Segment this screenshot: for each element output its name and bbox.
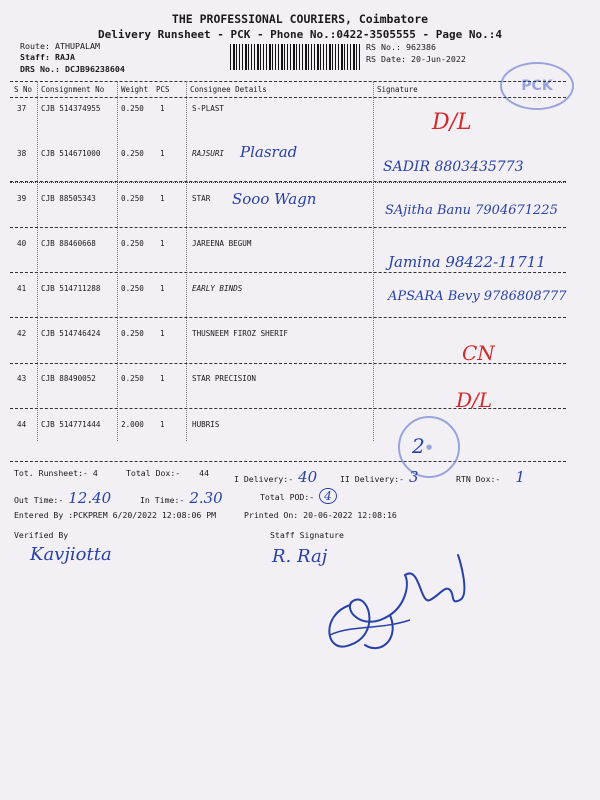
row-consignee: S-PLAST [192,104,225,113]
rtn-dox-label: RTN Dox:- [456,474,501,484]
ii-delivery-label: II Delivery:- [340,474,405,484]
row-divider [10,408,566,409]
col-header-consignee: Consignee Details [190,85,267,94]
in-time-label: In Time:- [140,495,185,505]
i-delivery-value: 40 [298,468,318,486]
row-sno: 37 [17,104,27,113]
col-header-weight: Weight [121,85,149,94]
row-weight: 0.250 [121,284,144,293]
out-time [14,489,111,507]
row-pcs: 1 [160,104,165,113]
row-signature: Jamina 98422-11711 [388,253,546,271]
row-pcs: 1 [160,149,165,158]
row-weight: 2.000 [121,420,144,429]
rs-no-value: 962386 [405,42,436,52]
row-signature: CN [462,341,495,365]
total-dox-label: Total Dox:- [126,468,181,478]
total-dox [126,468,209,478]
total-runsheet-value: 4 [92,468,98,478]
row-signature: SAjitha Banu 7904671225 [385,203,558,218]
row-divider [10,182,566,183]
row-consignee: THUSNEEM FIROZ SHERIF [192,329,289,338]
verified-by-label: Verified By [14,530,69,540]
out-time-value: 12.40 [68,489,112,507]
row-weight: 0.250 [121,194,144,203]
row-consignee: RAJSURI [192,149,225,158]
row-consignee: HUBRIS [192,420,220,429]
rs-date-label: RS Date: [366,54,406,64]
staff-signature-label: Staff Signature [270,530,344,540]
table-row [0,190,600,240]
row-pcs: 1 [160,239,165,248]
row-divider [10,317,566,318]
route-value: ATHUPALAM [54,41,100,51]
row-consignee: JAREENA BEGUM [192,239,252,248]
drs-label: DRS No.: [20,64,60,74]
i-delivery [234,468,317,486]
row-divider [10,272,566,273]
company-title: THE PROFESSIONAL COURIERS, Coimbatore [171,12,429,26]
row-pcs: 1 [160,194,165,203]
row-sno: 40 [17,239,27,248]
drs-line [20,64,125,74]
drs-value: DCJB96238604 [64,64,125,74]
row-consignment: CJB 514671000 [41,149,101,158]
staff-value: RAJA [54,52,75,62]
staff-label: Staff: [20,52,50,62]
rs-no-line [366,42,436,52]
row-weight: 0.250 [121,329,144,338]
company-round-stamp: ● [398,416,460,478]
table-row [0,284,600,330]
row-signature: D/L [432,110,472,135]
col-header-signature: Signature [377,85,418,94]
table-row [0,239,600,285]
rs-no-label: RS No.: [366,42,401,52]
row-consignment: CJB 514746424 [41,329,101,338]
row-sno: 39 [17,194,27,203]
total-pod-value: 4 [319,488,337,504]
total-runsheet-label: Tot. Runsheet:- [14,468,88,478]
i-delivery-label: I Delivery:- [234,474,294,484]
table-row [0,329,600,375]
ii-delivery-value: 3 [409,468,419,486]
table-row [0,104,600,150]
table-row [0,420,600,466]
row-consignee: EARLY BINDS [192,284,243,293]
row-signature: D/L [456,388,493,412]
row-sno: 38 [17,149,27,158]
row-note: Sooo Wagn [232,190,317,208]
in-time-value: 2.30 [189,489,223,507]
table-bottom-border [10,461,566,462]
row-signature: APSARA Bevy 9786808777 [388,289,567,304]
barcode [230,44,360,70]
row-consignment: CJB 514711288 [41,284,101,293]
row-consignment: CJB 514771444 [41,420,101,429]
rtn-dox [456,468,525,486]
row-sno: 41 [17,284,27,293]
row-sno: 43 [17,374,27,383]
row-consignee: STAR [192,194,211,203]
staff-line [20,52,75,62]
entered-by: Entered By :PCKPREM 6/20/2022 12:08:06 PM [14,510,217,520]
total-pod [260,489,337,503]
row-consignment: CJB 514374955 [41,104,101,113]
row-pcs: 1 [160,284,165,293]
row-signature: SADIR 8803435773 [383,159,524,175]
verified-by-signature: Kavjiotta [30,544,112,565]
row-pcs: 1 [160,420,165,429]
rs-date-value: 20-Jun-2022 [410,54,466,64]
row-pcs: 1 [160,374,165,383]
runsheet-subtitle: Delivery Runsheet - PCK - Phone No.:0422-3505555 - Page No.:4 [98,28,502,41]
table-top-border [10,81,566,82]
row-consignee: STAR PRECISION [192,374,257,383]
table-row [0,143,600,195]
table-row [0,374,600,420]
route-label: Route: [20,41,50,51]
row-weight: 0.250 [121,104,144,113]
row-divider [10,227,566,228]
row-weight: 0.250 [121,149,144,158]
table-header-border [10,97,566,98]
printed-on: Printed On: 20-06-2022 12:08:16 [244,510,397,520]
row-consignment: CJB 88505343 [41,194,96,203]
in-time [140,489,223,507]
large-signature [310,545,480,660]
rs-date-line [366,54,466,64]
row-weight: 0.250 [121,239,144,248]
col-header-pcs: PCS [156,85,170,94]
row-note: Plasrad [240,143,298,161]
col-header-sno: S No [14,85,33,94]
total-dox-value: 44 [199,468,210,478]
row-pcs: 1 [160,329,165,338]
total-pod-label: Total POD:- [260,492,315,502]
rtn-dox-value: 1 [515,468,525,486]
row-consignment: CJB 88490052 [41,374,96,383]
col-header-consignment: Consignment No [41,85,105,94]
corner-stamp: PCK [500,62,574,110]
out-time-label: Out Time:- [14,495,64,505]
row-sno: 44 [17,420,27,429]
route-line [20,41,100,51]
row-signature: 2 [412,434,425,458]
row-sno: 42 [17,329,27,338]
ii-delivery [340,468,419,486]
row-divider [10,363,566,364]
row-consignment: CJB 88460668 [41,239,96,248]
staff-signature-sign: R. Raj [272,546,328,567]
total-runsheet [14,468,98,478]
row-weight: 0.250 [121,374,144,383]
